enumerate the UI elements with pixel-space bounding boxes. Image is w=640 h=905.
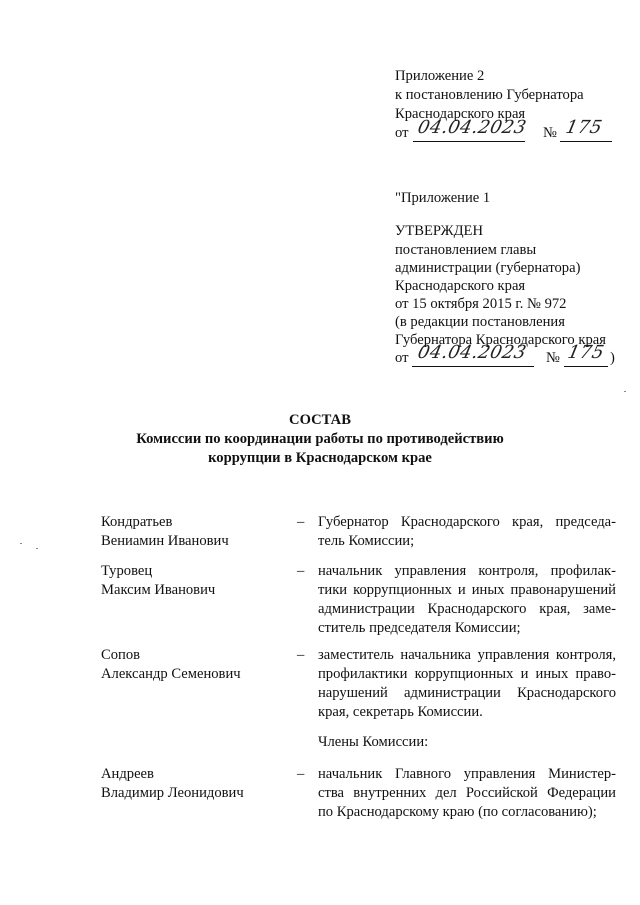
member-surname: Сопов: [101, 647, 141, 663]
member-role-line: по Краснодарскому краю (по согласованию);: [318, 804, 597, 820]
appendix2-line1: Приложение 2: [395, 68, 485, 84]
appendix1-line: Губернатора Краснодарского края: [395, 332, 606, 348]
member-surname: Туровец: [101, 563, 153, 579]
appendix2-line2: к постановлению Губернатора: [395, 87, 584, 103]
member-role-line: тики коррупционных и иных правонарушений: [318, 582, 616, 598]
appendix1-close-paren: ): [610, 350, 615, 366]
entry-dash: –: [297, 563, 305, 579]
appendix1-num-handwritten: 175: [565, 342, 607, 363]
appendix1-line: администрации (губернатора): [395, 260, 581, 276]
member-role-line: заместитель начальника управления контроля,: [318, 647, 616, 663]
member-role-line: тель Комиссии;: [318, 533, 415, 549]
appendix1-date-handwritten: 04.04.2023: [415, 342, 529, 363]
appendix2-num-label: №: [543, 125, 557, 141]
member-role-line: начальник управления контроля, профилак-: [318, 563, 616, 579]
doc-title: СОСТАВ: [289, 412, 351, 428]
appendix1-from-label: от: [395, 350, 409, 366]
member-given-name: Максим Иванович: [101, 582, 216, 598]
scan-speck: [624, 391, 626, 392]
appendix1-line: постановлением главы: [395, 242, 537, 258]
appendix1-line: Краснодарского края: [395, 278, 526, 294]
appendix2-num-handwritten: 175: [563, 117, 605, 138]
member-role-line: начальник Главного управления Министер-: [318, 766, 616, 782]
appendix1-heading: "Приложение 1: [395, 190, 491, 206]
appendix1-approved: УТВЕРЖДЕН: [395, 223, 483, 239]
appendix1-date-underline: [412, 366, 534, 367]
appendix2-line3: Краснодарского края: [395, 106, 526, 122]
appendix1-line: от 15 октября 2015 г. № 972: [395, 296, 567, 312]
doc-subtitle-line2: коррупции в Краснодарском крае: [208, 450, 432, 466]
member-role-line: нарушений администрации Краснодарского: [318, 685, 616, 701]
doc-subtitle-line1: Комиссии по координации работы по противодействию: [136, 431, 504, 447]
appendix2-from-label: от: [395, 125, 409, 141]
entry-dash: –: [297, 766, 305, 782]
appendix1-line: (в редакции постановления: [395, 314, 565, 330]
member-given-name: Владимир Леонидович: [101, 785, 244, 801]
entry-dash: –: [297, 647, 305, 663]
appendix2-num-underline: [560, 141, 612, 142]
member-role-line: края, секретарь Комиссии.: [318, 704, 483, 720]
entry-dash: –: [297, 514, 305, 530]
appendix1-num-underline: [564, 366, 608, 367]
member-role-line: администрации Краснодарского края, заме-: [318, 601, 616, 617]
member-role-line: ститель председателя Комиссии;: [318, 620, 521, 636]
scan-speck: [36, 548, 38, 549]
appendix2-date-underline: [413, 141, 525, 142]
scan-speck: [20, 543, 22, 544]
appendix1-num-label: №: [546, 350, 560, 366]
member-role-line: профилактики коррупционных и иных право-: [318, 666, 616, 682]
members-heading: Члены Комиссии:: [318, 734, 429, 750]
member-surname: Кондратьев: [101, 514, 173, 530]
appendix2-date-handwritten: 04.04.2023: [415, 117, 529, 138]
member-surname: Андреев: [101, 766, 154, 782]
member-role-line: Губернатор Краснодарского края, председа-: [318, 514, 616, 530]
member-given-name: Вениамин Иванович: [101, 533, 229, 549]
member-role-line: ства внутренних дел Российской Федерации: [318, 785, 616, 801]
member-given-name: Александр Семенович: [101, 666, 241, 682]
